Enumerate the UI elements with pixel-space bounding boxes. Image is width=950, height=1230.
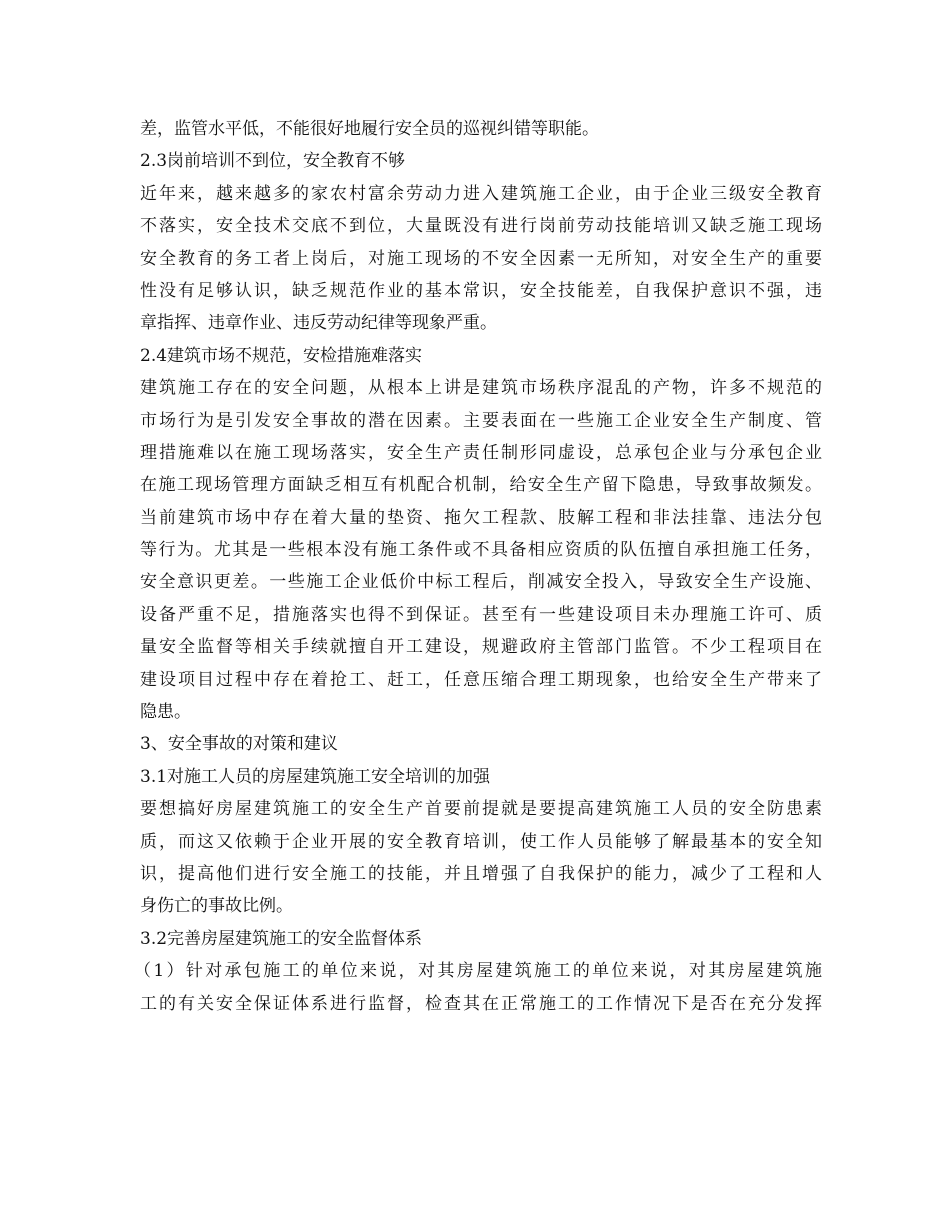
paragraph-line: 不落实，安全技术交底不到位，大量既没有进行岗前劳动技能培训又缺乏施工现场 [140,216,822,237]
paragraph-line: 性没有足够认识，缺乏规范作业的基本常识，安全技能差，自我保护意识不强，违 [140,280,822,301]
paragraph-line: 近年来，越来越多的家农村富余劳动力进入建筑施工企业，由于企业三级安全教育 [140,183,822,204]
section-heading: 3.2完善房屋建筑施工的安全监督体系 [140,928,423,949]
section-heading: 2.3岗前培训不到位，安全教育不够 [140,151,406,172]
paragraph-line: 识，提高他们进行安全施工的技能，并且增强了自我保护的能力，减少了工程和人 [140,863,822,884]
paragraph-line: 章指挥、违章作业、违反劳动纪律等现象严重。 [140,313,497,334]
paragraph-line: 建筑施工存在的安全问题，从根本上讲是建筑市场秩序混乱的产物，许多不规范的 [140,378,822,399]
paragraph-line: 在施工现场管理方面缺乏相互有机配合机制，给安全生产留下隐患，导致事故频发。 [140,475,822,496]
paragraph-line: 理措施难以在施工现场落实，安全生产责任制形同虚设，总承包企业与分承包企业 [140,442,822,463]
paragraph-line: （1）针对承包施工的单位来说，对其房屋建筑施工的单位来说，对其房屋建筑施 [134,961,822,982]
paragraph-line: 安全教育的务工者上岗后，对施工现场的不安全因素一无所知，对安全生产的重要 [140,248,822,269]
paragraph-line: 量安全监督等相关手续就擅自开工建设，规避政府主管部门监管。不少工程项目在 [140,637,822,658]
paragraph-line: 市场行为是引发安全事故的潜在因素。主要表面在一些施工企业安全生产制度、管 [140,410,822,431]
section-heading: 3、安全事故的对策和建议 [140,734,338,755]
paragraph-line: 差，监管水平低，不能很好地履行安全员的巡视纠错等职能。 [140,119,599,139]
paragraph-line: 建设项目过程中存在着抢工、赶工，任意压缩合理工期现象，也给安全生产带来了 [140,669,822,690]
paragraph-line: 等行为。尤其是一些根本没有施工条件或不具备相应资质的队伍擅自承担施工任务， [140,540,822,561]
section-heading: 3.1对施工人员的房屋建筑施工安全培训的加强 [140,766,491,787]
paragraph-line: 工的有关安全保证体系进行监督，检查其在正常施工的工作情况下是否在充分发挥 [140,993,822,1014]
paragraph-line: 要想搞好房屋建筑施工的安全生产首要前提就是要提高建筑施工人员的安全防患素 [140,799,822,820]
paragraph-line: 设备严重不足，措施落实也得不到保证。甚至有一些建设项目未办理施工许可、质 [140,604,822,625]
section-heading: 2.4建筑市场不规范，安检措施难落实 [140,345,423,366]
paragraph-line: 安全意识更差。一些施工企业低价中标工程后，削减安全投入，导致安全生产设施、 [140,572,822,593]
document-body [134,113,822,1020]
paragraph-line: 身伤亡的事故比例。 [140,896,293,917]
paragraph-line: 质，而这又依赖于企业开展的安全教育培训，使工作人员能够了解最基本的安全知 [140,831,822,852]
paragraph-line: 当前建筑市场中存在着大量的垫资、拖欠工程款、肢解工程和非法挂靠、违法分包 [140,507,822,528]
paragraph-line: 隐患。 [140,702,191,723]
